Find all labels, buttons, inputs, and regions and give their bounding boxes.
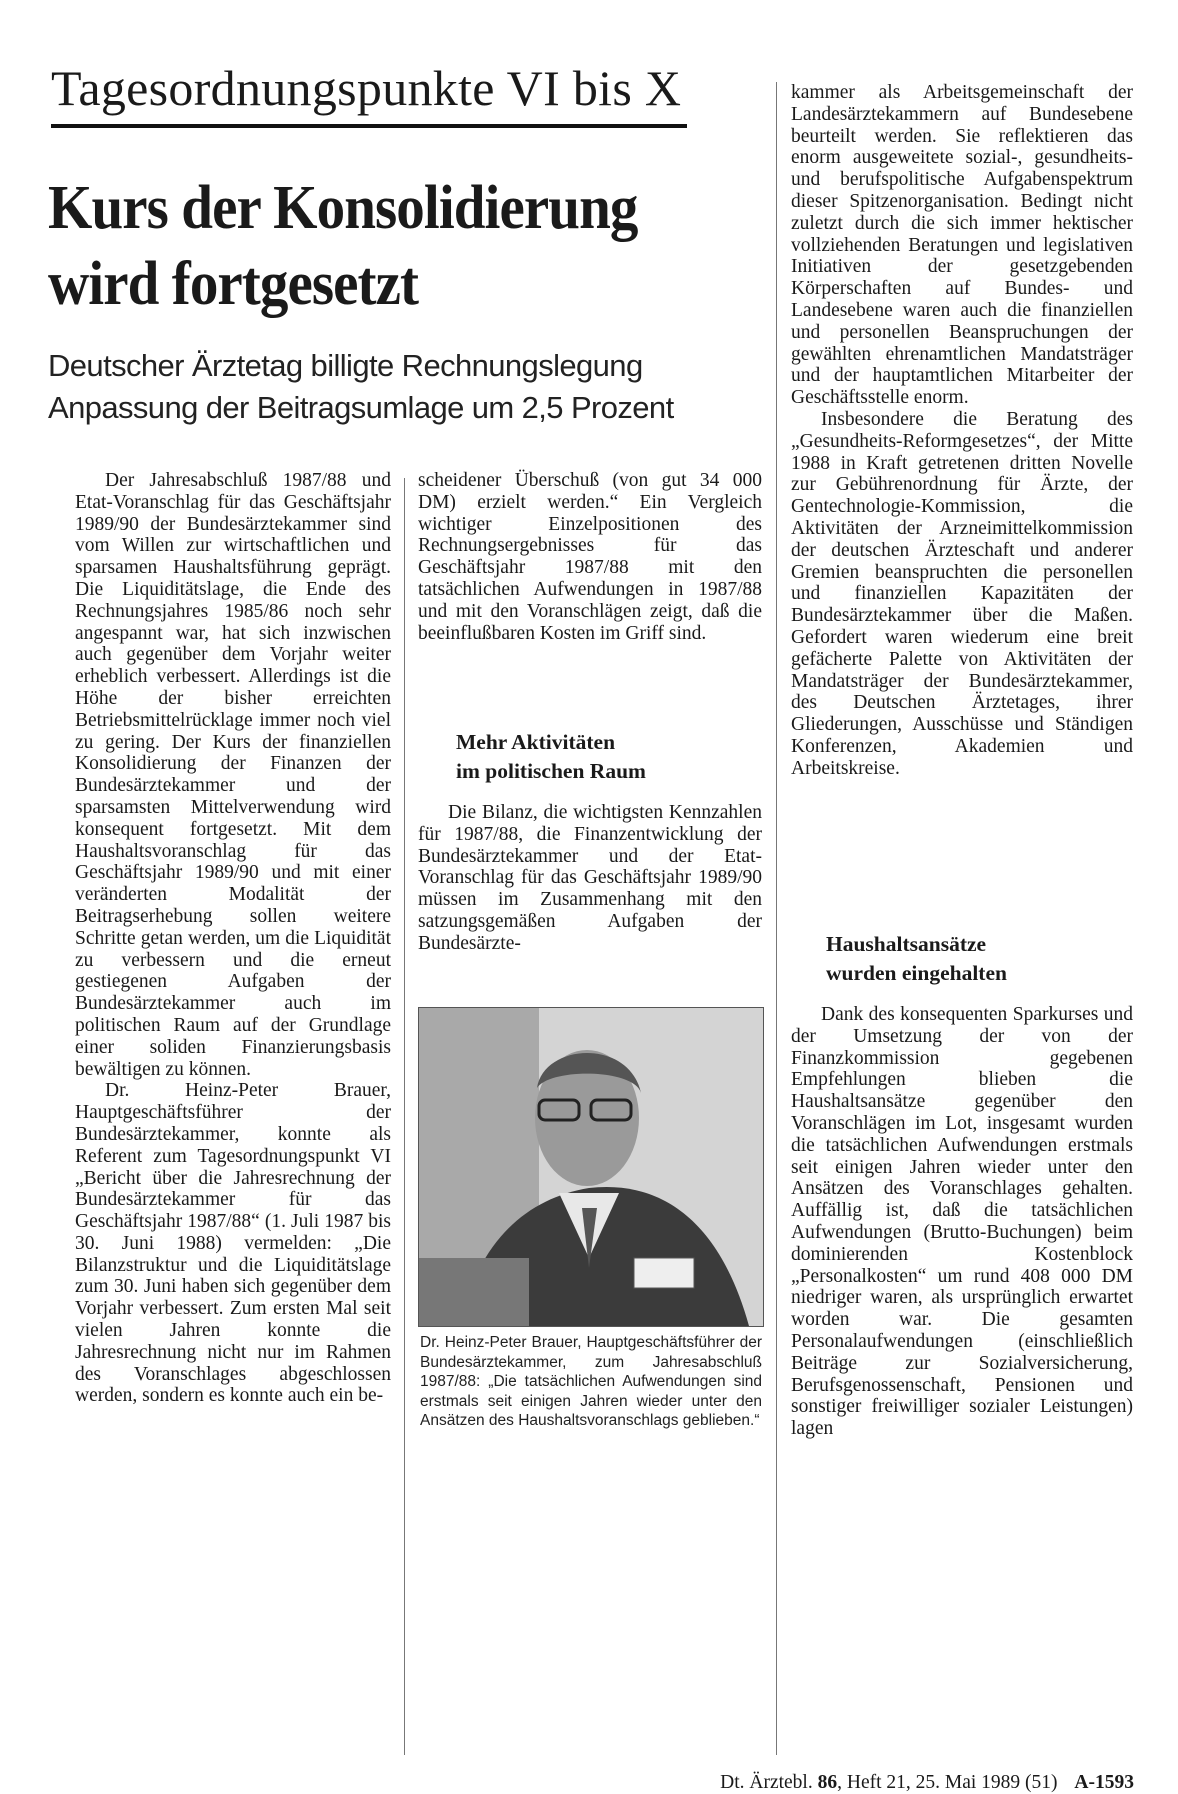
portrait-photo	[418, 1007, 764, 1327]
paragraph: Der Jahresabschluß 1987/88 und Etat-Voranschlag für das Geschäftsjahr 1989/90 der Bundesärztekammer sind vom Willen zur wirtschaftlichen und sparsamen Haushaltsführung geprägt. Die Liquiditätslage, die Ende des Rechnungsjahres 1985/86 noch sehr angespannt war, hat sich inzwischen auch gegenüber dem Vorjahr weiter erheblich verbessert. Allerdings ist die Höhe der bisher erreichten Betriebsmittelrücklage immer noch viel zu gering. Der Kurs der finanziellen Konsolidierung der Finanzen der Bundesärztekammer und der sparsamsten Mittelverwendung wird konsequent fortgesetzt. Mit dem Haushaltsvoranschlag für das Geschäftsjahr 1989/90 und mit einer veränderten Modalität der Beitragserhebung sollen weitere Schritte getan werden, um die Liquidität zu verbessern und die erneut gestiegenen Aufgaben der Bundesärztekammer auch im politischen Raum auf der Grundlage einer soliden Finanzierungsbasis bewältigen zu können.	[75, 470, 391, 1080]
subheadline-line-1: Deutscher Ärztetag billigte Rechnungslegung	[48, 348, 643, 383]
page-number: A-1593	[1074, 1772, 1134, 1793]
section-heading-line-1: Mehr Aktivitäten	[456, 730, 616, 754]
column-divider-2	[776, 82, 777, 1755]
section-overline: Tagesordnungspunkte VI bis X	[51, 60, 687, 128]
headline-line-2: wird fortgesetzt	[48, 250, 419, 318]
section-heading-line-2: im politischen Raum	[456, 759, 646, 783]
section-heading-line-1: Haushaltsansätze	[826, 932, 987, 956]
section-heading-line-2: wurden eingehalten	[826, 961, 1007, 985]
journal-volume: 86	[817, 1772, 838, 1793]
section-heading-budget	[826, 930, 1126, 988]
section-heading-activities	[456, 728, 756, 786]
paragraph: Dr. Heinz-Peter Brauer, Hauptgeschäftsführer der Bundesärztekammer, konnte als Referent zum Tagesordnungspunkt VI „Bericht über die Jahresrechnung der Bundesärztekammer für das Geschäftsjahr 1987/88“ (1. Juli 1987 bis 30. Juni 1988) vermelden: „Die Bilanzstruktur und die Liquiditätslage zum 30. Juni haben sich gegenüber dem Vorjahr verbessert. Zum ersten Mal seit vielen Jahren konnte die Jahresrechnung nicht nur im Rahmen des Voranschlages abgeschlossen werden, sondern es konnte auch ein be-	[75, 1080, 391, 1407]
article-column-3-top	[791, 82, 1133, 780]
headline	[48, 170, 716, 322]
paragraph: Dank des konsequenten Sparkurses und der Umsetzung der von der Finanzkommission gegebenen Empfehlungen blieben die Haushaltsansätze gegenüber den Voranschlägen im Lot, insgesamt wurden die tatsächlichen Aufwendungen erstmals seit einigen Jahren wieder unter den Ansätzen des Voranschlages gehalten. Auffällig ist, daß die tatsächlichen Aufwendungen (Brutto-Buchungen) beim dominierenden Kostenblock „Personalkosten“ um rund 408 000 DM niedriger waren, als ursprünglich erwartet worden war. Die gesamten Personalaufwendungen (einschließlich Beiträge zur Sozialversicherung, Berufsgenossenschaft, Pensionen und sonstiger freiwilliger sozialer Leistungen) lagen	[791, 1004, 1133, 1440]
paragraph: Die Bilanz, die wichtigsten Kennzahlen für 1987/88, die Finanzentwicklung der Bundesärztekammer und der Etat-Voranschlag für das Geschäftsjahr 1989/90 müssen im Zusammenhang mit den satzungsgemäßen Aufgaben der Bundesärzte-	[418, 802, 762, 954]
subheadline-line-2: Anpassung der Beitragsumlage um 2,5 Prozent	[48, 390, 674, 425]
headline-line-1: Kurs der Konsolidierung	[48, 174, 638, 242]
page-footer	[650, 1772, 1134, 1794]
paragraph: Insbesondere die Beratung des „Gesundheits-Reformgesetzes“, der Mitte 1988 in Kraft getretenen dritten Novelle zur Gebührenordnung für Ärzte, der Gentechnologie-Kommission, die Aktivitäten der Arzneimittelkommission der deutschen Ärzteschaft und anderer Gremien beanspruchten die personellen und finanziellen Kapazitäten der Bundesärztekammer über die Maßen. Gefordert waren wiederum eine breit gefächerte Palette von Aktivitäten der Mandatsträger der Bundesärztekammer, des Deutschen Ärztetages, ihrer Gliederungen, Ausschüsse und Ständigen Konferenzen, Akademien und Arbeitskreise.	[791, 408, 1133, 779]
article-column-2-top	[418, 470, 762, 644]
paragraph: scheidener Überschuß (von gut 34 000 DM) erzielt werden.“ Ein Vergleich wichtiger Einzelpositionen des Rechnungsergebnisses für das Geschäftsjahr 1987/88 mit den tatsächlichen Aufwendungen in 1987/88 und mit den Voranschlägen zeigt, daß die beeinflußbaren Kosten im Griff sind.	[418, 470, 762, 644]
article-column-1	[75, 470, 391, 1407]
journal-name: Dt. Ärztebl.	[720, 1772, 813, 1793]
paragraph: kammer als Arbeitsgemeinschaft der Landesärztekammern auf Bundesebene beurteilt werden. Sie reflektieren das enorm ausgeweitete sozial-, gesundheits- und berufspolitische Aufgabenspektrum dieser Spitzenorganisation. Bedingt nicht zuletzt durch die sich immer hektischer vollziehenden Beratungen und legislativen Initiativen der gesetzgebenden Körperschaften auf Bundes- und Landesebene waren auch die finanziellen und personellen Beanspruchungen der gewählten ehrenamtlichen Mandatsträger und der hauptamtlichen Mitarbeiter der Geschäftsstelle enorm.	[791, 82, 1133, 409]
issue-date: , Heft 21, 25. Mai 1989 (51)	[837, 1772, 1058, 1793]
article-column-2-bottom	[418, 802, 762, 955]
column-divider-1	[404, 478, 405, 1755]
subheadline	[48, 345, 788, 429]
article-column-3-bottom	[791, 1004, 1133, 1440]
photo-caption: Dr. Heinz-Peter Brauer, Hauptgeschäftsführer der Bundesärztekammer, zum Jahresabschluß 1987/88: „Die tatsächlichen Aufwendungen sind erstmals seit einigen Jahren wieder unter den Ansätzen des Haushaltsvoranschlags geblieben.“	[420, 1334, 762, 1429]
